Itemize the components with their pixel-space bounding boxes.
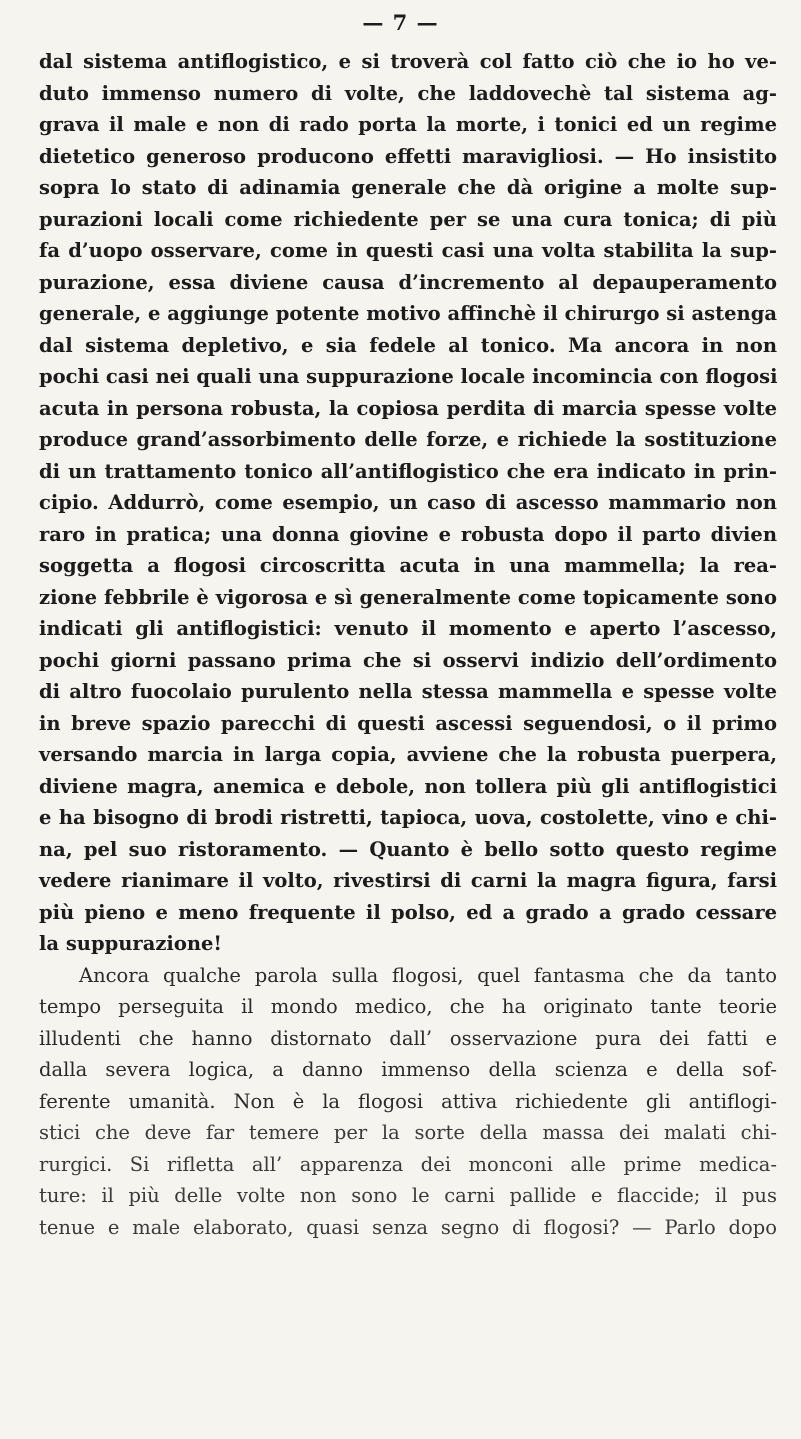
text-line: tempo perseguita il mondo medico, che ha originato tante teorie <box>39 995 777 1018</box>
text-line: generale, e aggiunge potente motivo affinchè il chirurgo si astenga <box>39 302 777 325</box>
paragraph-start-line: Ancora qualche parola sulla flogosi, quel fantasma che da tanto <box>79 963 777 987</box>
text-line: cipio. Addurrò, come esempio, un caso di ascesso mammario non <box>39 491 777 514</box>
text-line: diviene magra, anemica e debole, non tollera più gli antiflogistici <box>39 774 777 798</box>
text-line: la suppurazione! <box>39 932 222 955</box>
text-line: purazioni locali come richiedente per se una cura tonica; di più <box>39 207 777 231</box>
text-line: pochi casi nei quali una suppurazione locale incomincia con flogosi <box>39 365 778 388</box>
text-line: sopra lo stato di adinamia generale che dà origine a molte sup- <box>39 176 777 199</box>
text-line: dal sistema depletivo, e sia fedele al tonico. Ma ancora in non <box>39 333 777 357</box>
text-line: acuta in persona robusta, la copiosa perdita di marcia spesse volte <box>39 396 777 420</box>
text-line: grava il male e non di rado porta la morte, i tonici ed un regime <box>39 113 777 136</box>
text-line: produce grand’assorbimento delle forze, e richiede la sostituzione <box>39 428 777 451</box>
text-line: fa d’uopo osservare, come in questi casi una volta stabilita la sup- <box>39 239 777 262</box>
text-line: ture: il più delle volte non sono le carni pallide e flaccide; il pus <box>39 1184 777 1207</box>
text-line: di altro fuocolaio purulento nella stessa mammella e spesse volte <box>39 680 777 703</box>
text-line: e ha bisogno di brodi ristretti, tapioca, uova, costolette, vino e chi- <box>39 806 777 829</box>
text-line: stici che deve far temere per la sorte della massa dei malati chi- <box>39 1121 777 1144</box>
page-number: — 7 — <box>362 10 439 35</box>
text-line: soggetta a flogosi circoscritta acuta in una mammella; la rea- <box>39 554 777 577</box>
text-line: più pieno e meno frequente il polso, ed a grado a grado cessare <box>39 900 777 924</box>
text-line: rurgici. Si rifletta all’ apparenza dei monconi alle prime medica- <box>39 1152 777 1176</box>
text-line: vedere rianimare il volto, rivestirsi di carni la magra figura, farsi <box>39 869 777 892</box>
text-line: dietetico generoso producono effetti maravigliosi. — Ho insistito <box>39 144 777 168</box>
text-line: versando marcia in larga copia, avviene che la robusta puerpera, <box>39 743 777 766</box>
text-line: raro in pratica; una donna giovine e robusta dopo il parto divien <box>39 522 777 546</box>
text-line: di un trattamento tonico all’antiflogistico che era indicato in prin- <box>39 459 777 483</box>
text-line: purazione, essa diviene causa d’incremento al depauperamento <box>39 270 777 294</box>
text-line: pochi giorni passano prima che si osservi indizio dell’ordimento <box>39 648 777 672</box>
text-line: illudenti che hanno distornato dall’ osservazione pura dei fatti e <box>39 1026 777 1050</box>
text-line: ferente umanità. Non è la flogosi attiva richiedente gli antiflogi- <box>39 1089 777 1113</box>
text-line: dal sistema antiflogistico, e si troverà col fatto ciò che io ho ve- <box>39 50 777 73</box>
text-line: tenue e male elaborato, quasi senza segno di flogosi? — Parlo dopo <box>39 1215 777 1239</box>
text-line: indicati gli antiflogistici: venuto il momento e aperto l’ascesso, <box>39 617 777 640</box>
text-line: na, pel suo ristoramento. — Quanto è bello sotto questo regime <box>39 837 777 861</box>
text-line: zione febbrile è vigorosa e sì generalmente come topicamente sono <box>39 585 777 609</box>
text-line: duto immenso numero di volte, che laddovechè tal sistema ag- <box>39 81 777 105</box>
body-text <box>39 46 777 1243</box>
text-line: dalla severa logica, a danno immenso della scienza e della sof- <box>39 1058 777 1081</box>
text-line: in breve spazio parecchi di questi ascessi seguendosi, o il primo <box>39 711 777 735</box>
